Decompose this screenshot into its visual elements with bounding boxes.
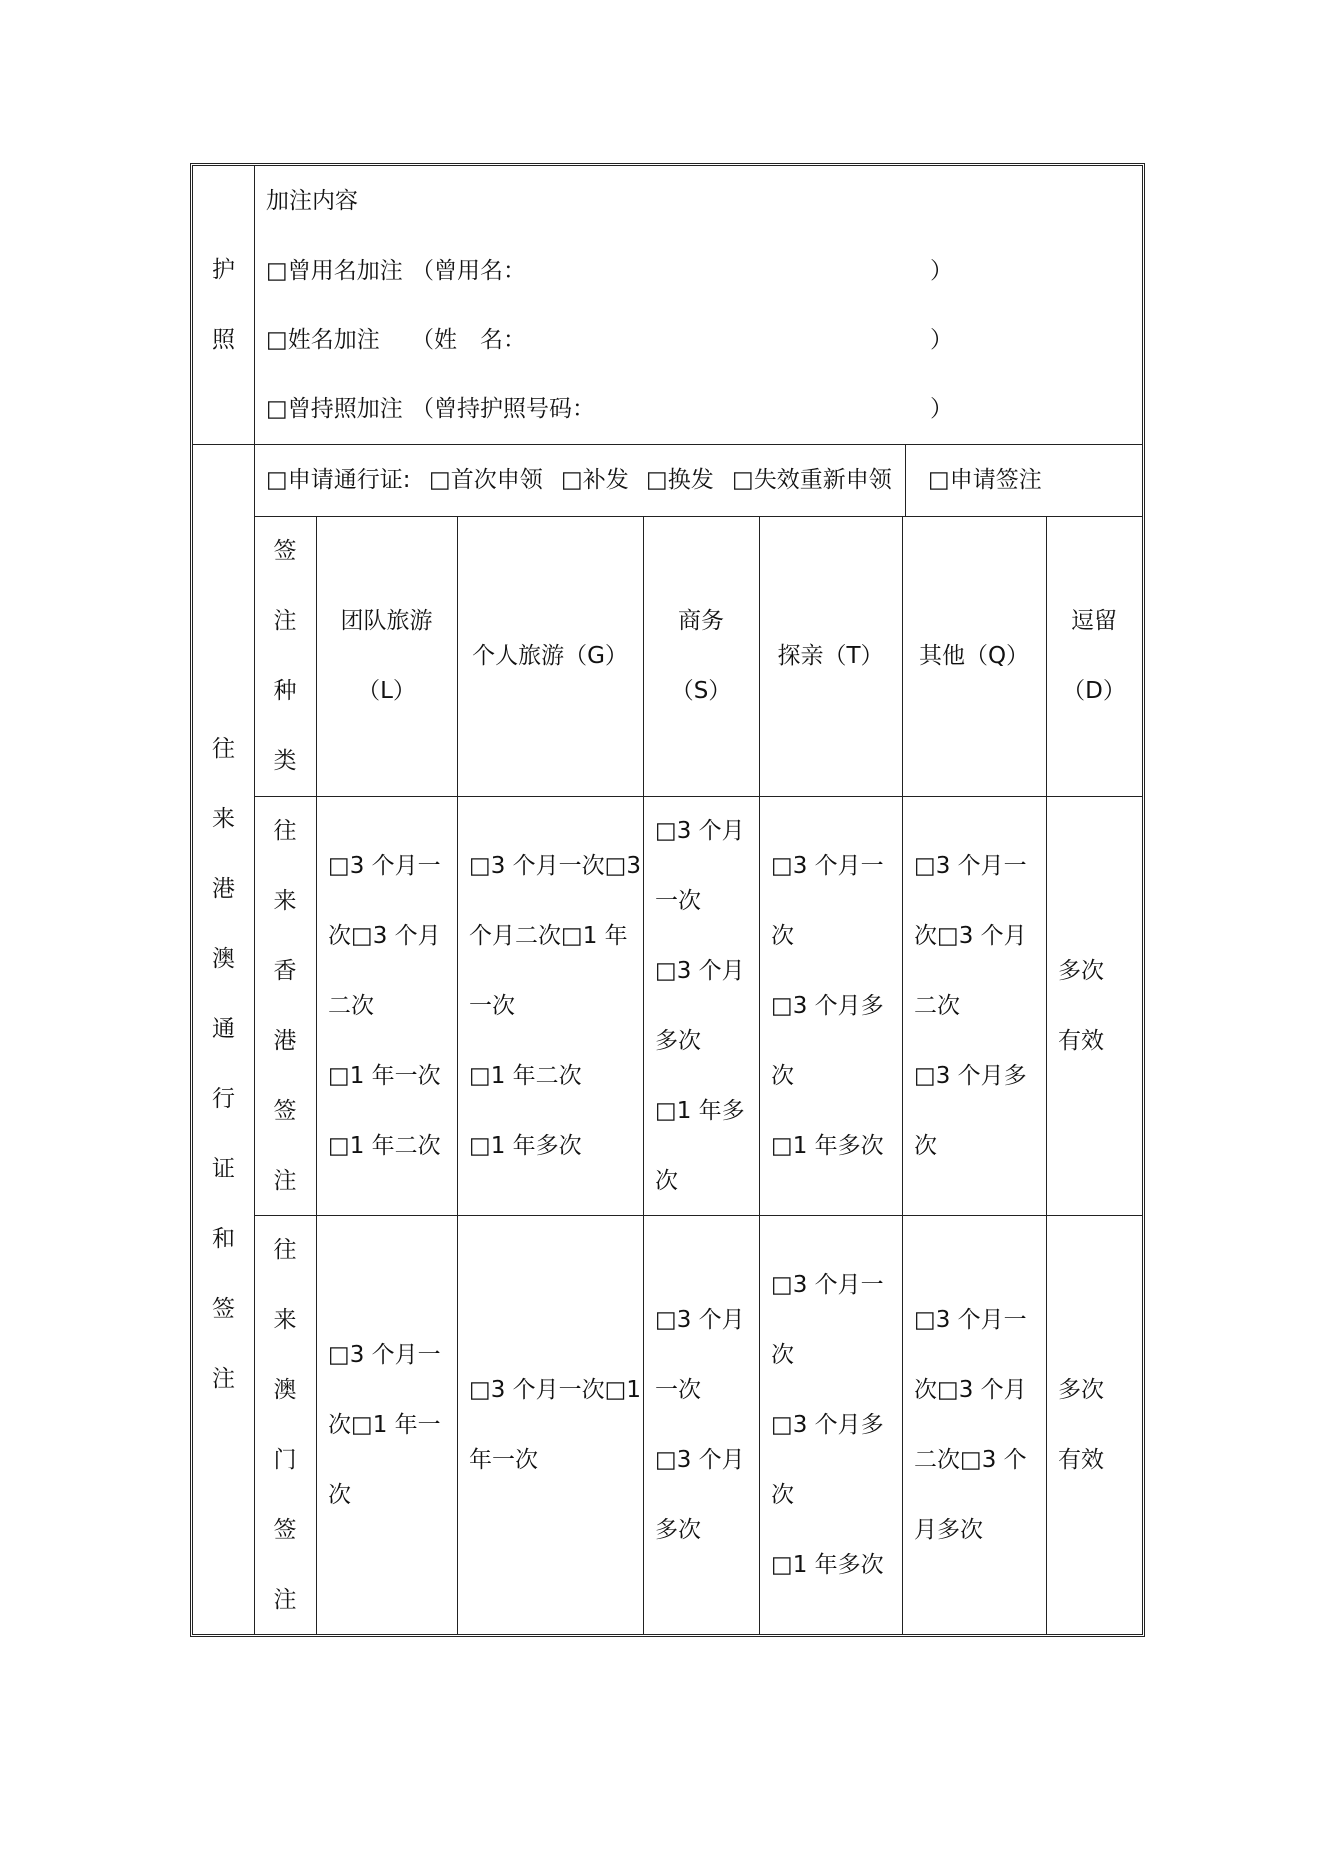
label-char: 种 xyxy=(273,678,297,704)
option-line: 多次 xyxy=(655,1517,701,1543)
label-char: 注 xyxy=(273,1168,297,1194)
option-line[interactable]: □3 个月一 xyxy=(914,1307,1027,1333)
macau-individual-tour-options[interactable] xyxy=(469,1355,641,1495)
divider xyxy=(254,516,1142,517)
option-line[interactable]: 次□1 年一 xyxy=(328,1412,441,1438)
option-line: 多次 xyxy=(655,1028,701,1054)
option-line: 次 xyxy=(655,1168,678,1194)
label-char: 签 xyxy=(212,1296,235,1322)
label-char: 香 xyxy=(273,958,297,984)
name-field-label: （姓 名： xyxy=(411,327,526,353)
option-line[interactable]: □3 个月一 xyxy=(328,853,441,879)
option-line: 一次 xyxy=(655,888,701,914)
option-line[interactable]: 次□3 个月 xyxy=(914,923,1027,949)
header-text: 个人旅游（G） xyxy=(472,643,628,669)
label-char: 注 xyxy=(273,608,297,634)
former-passport-field-close: ） xyxy=(930,396,953,422)
renewal-checkbox[interactable]: □换发 xyxy=(646,467,714,493)
option-line[interactable]: □3 个月一 xyxy=(914,853,1027,879)
option-line: 一次 xyxy=(655,1377,701,1403)
option-line: 年一次 xyxy=(469,1447,538,1473)
label-char: 门 xyxy=(273,1447,297,1473)
option-line[interactable]: □3 个月多 xyxy=(914,1063,1027,1089)
option-line: 次 xyxy=(771,1063,794,1089)
label-char: 通 xyxy=(212,1016,235,1042)
apply-permit-checkbox[interactable]: □申请通行证: xyxy=(266,467,411,493)
label-char: 港 xyxy=(273,1028,297,1054)
option-line[interactable]: □1 年多 xyxy=(655,1098,745,1124)
option-line: 次 xyxy=(771,1482,794,1508)
label-char: 港 xyxy=(212,876,235,902)
header-individual-tour xyxy=(457,621,643,691)
header-other xyxy=(902,621,1046,691)
option-line: 二次 xyxy=(914,993,960,1019)
label-char: 澳 xyxy=(273,1377,297,1403)
hk-group-tour-options[interactable] xyxy=(328,831,441,1181)
label-char: 护 xyxy=(212,257,235,283)
label-char: 签 xyxy=(273,1517,297,1543)
header-business xyxy=(643,586,759,726)
label-char: 注 xyxy=(212,1366,235,1392)
option-line: 次 xyxy=(771,923,794,949)
option-line: 月多次 xyxy=(914,1517,983,1543)
former-name-checkbox[interactable]: □曾用名加注 xyxy=(266,258,403,284)
option-line: 次 xyxy=(771,1342,794,1368)
header-group-tour xyxy=(316,586,457,726)
option-line[interactable]: □3 个月 xyxy=(655,958,745,984)
permit-side-label xyxy=(193,714,254,1414)
label-char: 照 xyxy=(212,327,235,353)
label-char: 往 xyxy=(273,1237,297,1263)
option-line[interactable]: □3 个月多 xyxy=(771,993,884,1019)
former-name-field-close: ） xyxy=(930,258,953,284)
option-line: 次 xyxy=(328,1482,351,1508)
macau-family-visit-options[interactable] xyxy=(771,1250,884,1600)
label-char: 签 xyxy=(273,1098,297,1124)
name-endorsement-checkbox[interactable]: □姓名加注 xyxy=(266,327,380,353)
label-char: 证 xyxy=(212,1156,235,1182)
option-line[interactable]: 个月二次□1 年 xyxy=(469,923,628,949)
macau-stay-options xyxy=(1058,1355,1104,1495)
reapply-invalid-checkbox[interactable]: □失效重新申领 xyxy=(732,467,892,493)
option-line: 有效 xyxy=(1058,1028,1104,1054)
option-line: 多次 xyxy=(1058,1377,1104,1403)
header-text: 其他（Q） xyxy=(918,643,1030,669)
hk-business-options[interactable] xyxy=(655,796,745,1216)
hk-other-options[interactable] xyxy=(914,831,1027,1181)
header-text: （D） xyxy=(1062,678,1126,704)
option-line[interactable]: □3 个月 xyxy=(655,1447,745,1473)
label-char: 往 xyxy=(273,818,297,844)
application-form-table xyxy=(190,163,1145,1637)
option-line[interactable]: □3 个月一 xyxy=(328,1342,441,1368)
option-line[interactable]: □3 个月 xyxy=(655,1307,745,1333)
apply-endorsement-checkbox[interactable]: □申请签注 xyxy=(928,467,1042,493)
header-text: 商务 xyxy=(678,608,724,634)
header-text: 探亲（T） xyxy=(777,643,884,669)
macau-business-options[interactable] xyxy=(655,1285,745,1565)
former-passport-checkbox[interactable]: □曾持照加注 xyxy=(266,396,403,422)
option-line[interactable]: □1 年多次 xyxy=(771,1552,884,1578)
option-line[interactable]: 次□3 个月 xyxy=(328,923,441,949)
option-line[interactable]: □3 个月一次□3 xyxy=(469,853,642,879)
option-line[interactable]: □3 个月一次□1 xyxy=(469,1377,642,1403)
hk-endorsement-label xyxy=(254,796,316,1216)
label-char: 行 xyxy=(212,1086,235,1112)
label-char: 来 xyxy=(212,806,235,832)
header-text: 逗留 xyxy=(1071,608,1117,634)
header-text: （L） xyxy=(357,678,416,704)
endorsement-content-heading: 加注内容 xyxy=(266,188,358,214)
former-name-field-label: （曾用名： xyxy=(411,258,526,284)
label-char: 注 xyxy=(273,1587,297,1613)
former-passport-field-label: （曾持护照号码： xyxy=(411,396,595,422)
option-line[interactable]: □3 个月一 xyxy=(771,853,884,879)
label-char: 签 xyxy=(273,538,297,564)
option-line[interactable]: □1 年二次 xyxy=(328,1133,441,1159)
header-family-visit xyxy=(759,621,902,691)
hk-stay-options xyxy=(1058,936,1104,1076)
label-char: 来 xyxy=(273,888,297,914)
macau-group-tour-options[interactable] xyxy=(328,1320,441,1530)
option-line[interactable]: □3 个月多 xyxy=(771,1412,884,1438)
option-line[interactable]: □3 个月 xyxy=(655,818,745,844)
header-text: 团队旅游 xyxy=(340,608,433,634)
header-stay xyxy=(1046,586,1142,726)
option-line: 多次 xyxy=(1058,958,1104,984)
option-line[interactable]: □3 个月一 xyxy=(771,1272,884,1298)
passport-side-label xyxy=(193,235,254,375)
hk-individual-tour-options[interactable] xyxy=(469,831,641,1181)
option-line[interactable]: 次□3 个月 xyxy=(914,1377,1027,1403)
option-line[interactable]: □1 年多次 xyxy=(771,1133,884,1159)
label-char: 和 xyxy=(212,1226,235,1252)
option-line: 二次 xyxy=(328,993,374,1019)
label-char: 类 xyxy=(273,748,297,774)
hk-family-visit-options[interactable] xyxy=(771,831,884,1181)
option-line: 次 xyxy=(914,1133,937,1159)
option-line[interactable]: 二次□3 个 xyxy=(914,1447,1027,1473)
option-line: 一次 xyxy=(469,993,515,1019)
option-line[interactable]: □1 年二次 xyxy=(469,1063,582,1089)
macau-other-options[interactable] xyxy=(914,1285,1027,1565)
label-char: 往 xyxy=(212,736,235,762)
option-line[interactable]: □1 年多次 xyxy=(469,1133,582,1159)
option-line[interactable]: □1 年一次 xyxy=(328,1063,441,1089)
divider xyxy=(905,444,906,516)
label-char: 澳 xyxy=(212,946,235,972)
header-text: （S） xyxy=(670,678,732,704)
endorsement-type-label xyxy=(254,516,316,796)
first-application-checkbox[interactable]: □首次申领 xyxy=(429,467,543,493)
name-field-close: ） xyxy=(930,327,953,353)
macau-endorsement-label xyxy=(254,1215,316,1635)
reissue-checkbox[interactable]: □补发 xyxy=(561,467,629,493)
option-line: 有效 xyxy=(1058,1447,1104,1473)
label-char: 来 xyxy=(273,1307,297,1333)
